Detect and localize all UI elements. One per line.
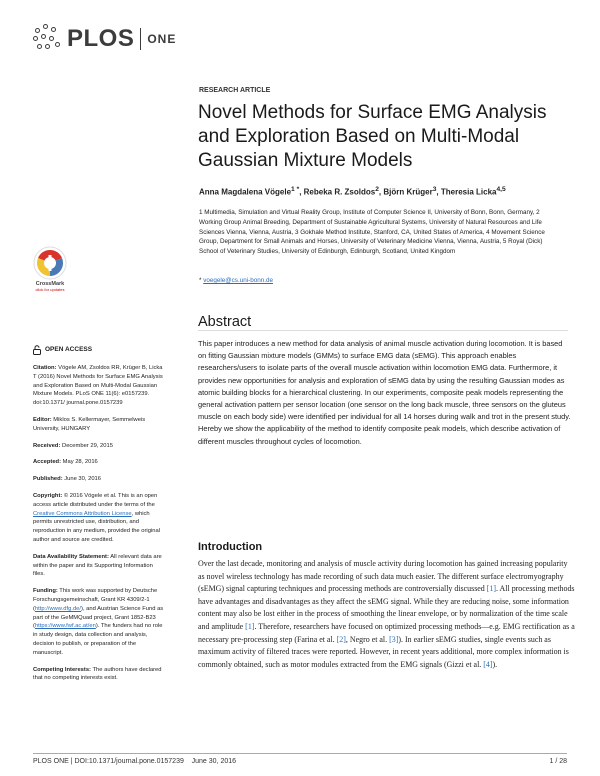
reference-link[interactable]: [1] xyxy=(486,584,497,594)
introduction-heading: Introduction xyxy=(198,541,263,553)
article-title: Novel Methods for Surface EMG Analysis and Exploration Based on Multi-Modal Gaussian Mixture Models xyxy=(198,102,547,171)
author-affil: 1 * xyxy=(291,186,300,193)
footer-doi: PLOS ONE | DOI:10.1371/journal.pone.0157239 June 30, 2016 xyxy=(33,758,237,765)
reference-link[interactable]: [2] xyxy=(336,634,346,644)
plos-dots-icon xyxy=(33,24,65,54)
author-affil: 4,5 xyxy=(496,186,506,193)
journal-sub: ONE xyxy=(147,32,177,46)
open-lock-icon xyxy=(33,345,41,355)
license-link[interactable]: Creative Commons Attribution License xyxy=(33,510,132,517)
footer-divider xyxy=(33,753,567,754)
editor-block: Editor: Miklos S. Kellermayer, Semmelweis University, HUNGARY xyxy=(33,416,146,432)
affiliations: 1 Multimedia, Simulation and Virtual Reality Group, Institute of Computer Science II, University of Bonn, Bonn, Germany, 2 Working Group Animal Breeding, Department of Sustainable Agricultural Systems, University of Natural Resources and Life Sciences Vienna, Vienna, Austria, 3 Gokhale Method Institute, Stanford, CA, United States of America, 4 Movement Science Group, Department for Small Animals and Horses, University of Veterinary Medicine Vienna, Vienna, Austria, 5 Royal (Dick) School of Veterinary Studies, University of Edinburgh, Edinburgh, Scotland, United Kingdom xyxy=(199,209,545,256)
funding-block: Funding: This work was supported by Deutsche Forschungsgemeinschaft, Grant KR 4309/2-1 (http://www.dfg.de/), and Austrian Science Fund as part of the GeMMQuad project, Grant 1852-B23 (https://www.fwf.ac.at/en). The funders had no role in study design, data collection and analysis, decision to publish, or preparation of the manuscript. xyxy=(33,588,164,656)
published-block: Published: June 30, 2016 xyxy=(33,476,101,483)
crossmark-sub: click for updates xyxy=(35,287,65,292)
author-affil: 2 xyxy=(375,186,379,193)
email-link[interactable]: voegele@cs.uni-bonn.de xyxy=(203,277,273,284)
competing-interests-block: Competing Interests: The authors have declared that no competing interests exist. xyxy=(33,666,162,682)
author-name[interactable]: Anna Magdalena Vögele xyxy=(199,187,292,197)
funding-link-fwf[interactable]: https://www.fwf.ac.at/en xyxy=(34,623,96,630)
reference-link[interactable]: [3] xyxy=(389,634,399,644)
author-affil: 3 xyxy=(432,186,437,193)
crossmark-label: CrossMark xyxy=(35,281,65,287)
author-list: Anna Magdalena Vögele$^{1 *}$, Rebeka R. Zsoldos$^2$, Björn Krüger$^3$, Theresia Licka$^{4,5}$ xyxy=(199,186,506,197)
corresponding-email: * voegele@cs.uni-bonn.de xyxy=(199,277,273,284)
reference-link[interactable]: [4] xyxy=(483,659,493,669)
journal-logo xyxy=(33,22,176,56)
abstract-divider xyxy=(198,330,568,331)
data-availability-block: Data Availability Statement: All relevant data are within the paper and its Supporting Information files. xyxy=(33,553,162,578)
copyright-block: Copyright: © 2016 Vögele et al. This is an open access article distributed under the terms of the Creative Commons Attribution License, which permits unrestricted use, distribution, and reproduction in any medium, provided the original author and source are credited. xyxy=(33,492,160,543)
author-name[interactable]: Björn Krüger xyxy=(383,187,433,197)
crossmark-icon xyxy=(33,246,67,280)
introduction-text: Over the last decade, monitoring and analysis of muscle activity during locomotion has gained increasing popularity as novel wireless technology has made recording of such data much easier. The different surface electromyography (sEMG) signal capturing techniques and processing methods are controversially discussed [1]. All processing methods have advantages and disadvantages as they affect the sEMG signal. While they are reducing noise, some information content may also be lost either in the process of smoothing the linear envelope, or by normalization of the time scale and amplitude [1]. Therefore, researchers have focused on optimized processing methods—e.g. EMG rectification as a necessary pre-processing step (Farina et al. [2], Negro et al. [3]). In earlier sEMG studies, single events such as maximum activity of filtered traces were reported. However, in recent years additional, more complex information is commonly obtained, such as motor modules extracted from the EMG signals (Gizzi et al. [4]). xyxy=(198,559,575,669)
abstract-text: This paper introduces a new method for data analysis of animal muscle activation during locomotion. It is based on fitting Gaussian mixture models (GMMs) to surface EMG data (sEMG). This approach enables researchers/users to isolate parts of the overall muscle activation within locomotion EMG data. Furthermore, it provides new opportunities for analysis and exploration of sEMG data by using the resulting Gaussian modes as atomic building blocks for a hierarchical clustering. In our experiments, composite peak models representing the general activation pattern per sensor location (one sensor on the long back muscle, three sensors on the gluteus muscle on each body side) were identified per individual for all 14 horses during walk and trot in the present study. Hereby we show the applicability of the method to identify composite peak models, which describe activation of different muscles throughout cycles of locomotion. xyxy=(198,339,571,446)
page-number: 1 / 28 xyxy=(549,758,567,765)
crossmark-badge[interactable] xyxy=(30,246,70,292)
funding-link-dfg[interactable]: http://www.dfg.de/ xyxy=(34,605,82,612)
reference-link[interactable]: [1] xyxy=(245,621,255,631)
open-access-badge: OPEN ACCESS xyxy=(33,345,165,355)
author-name[interactable]: Rebeka R. Zsoldos xyxy=(303,187,376,197)
accepted-block: Accepted: May 28, 2016 xyxy=(33,459,98,466)
citation-block: Citation: Vögele AM, Zsoldos RR, Krüger B, Licka T (2016) Novel Methods for Surface EMG Analysis and Exploration Based on Multi-Modal Gaussian Mixture Models. PLoS ONE 11(6): e0157239. doi:10.1371/ journal.pone.0157239 xyxy=(33,365,163,407)
author-name[interactable]: Theresia Licka xyxy=(440,187,497,197)
journal-name: PLOS xyxy=(67,25,135,52)
received-block: Received: December 29, 2015 xyxy=(33,442,113,449)
article-type: RESEARCH ARTICLE xyxy=(199,87,271,94)
abstract-heading: Abstract xyxy=(198,314,252,330)
sidebar-metadata xyxy=(33,345,165,691)
